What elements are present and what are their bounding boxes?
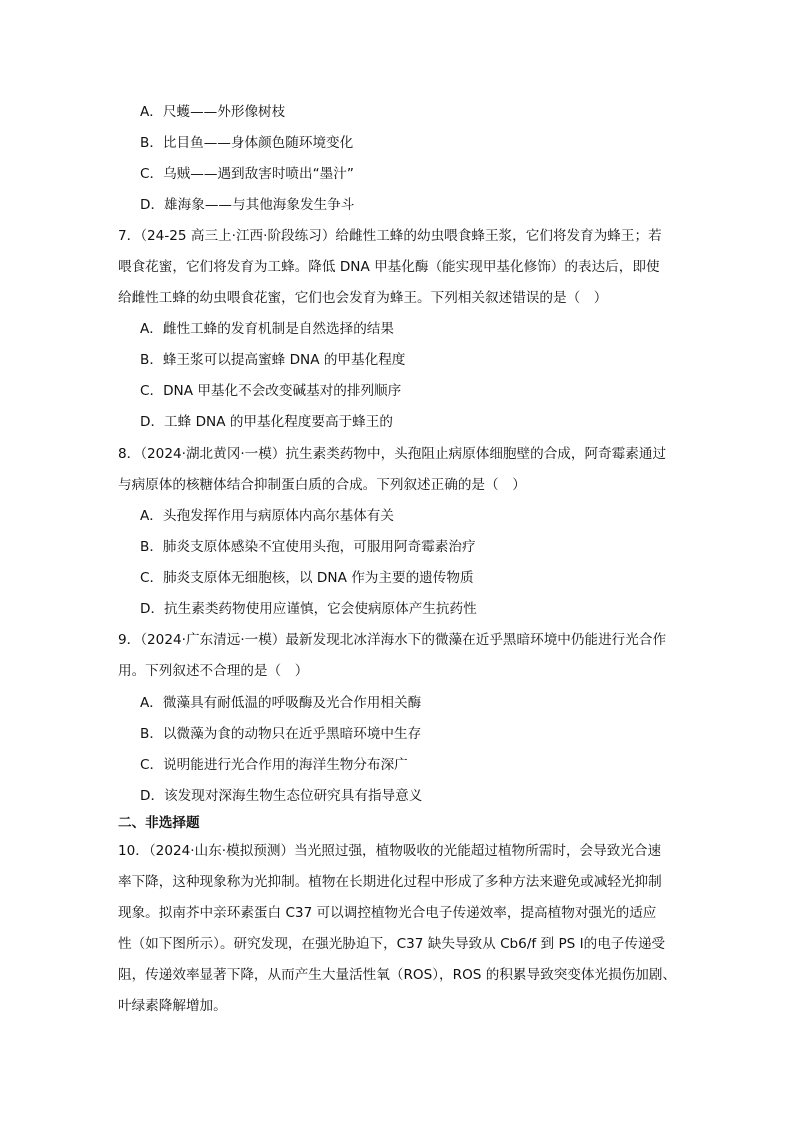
q10-stem-line: 现象。拟南芥中亲环素蛋白 C37 可以调控植物光合电子传递效率，提高植物对强光的适应 [118,905,657,921]
q8-option-d: D．抗生素类药物使用应谨慎，它会使病原体产生抗药性 [140,601,477,617]
q10-stem-line: 率下降，这种现象称为光抑制。植物在长期进化过程中形成了多种方法来避免或减轻光抑制 [118,874,662,890]
q7-stem-line: 7．（24-25 高三上·江西·阶段练习）给雌性工蜂的幼虫喂食蜂王浆，它们将发育为蜂王；若 [118,228,662,244]
q10-stem-line: 10．（2024·山东·模拟预测）当光照过强，植物吸收的光能超过植物所需时，会导致光合速 [118,843,662,859]
q8-stem-line: 与病原体的核糖体结合抑制蛋白质的合成。下列叙述正确的是（ ） [118,477,526,493]
q6-option-b: B．比目鱼——身体颜色随环境变化 [140,135,354,151]
q7-option-c: C．DNA 甲基化不会改变碱基对的排列顺序 [140,383,402,399]
q7-option-b: B．蜂王浆可以提高蜜蜂 DNA 的甲基化程度 [140,352,406,368]
q10-stem-line: 性（如下图所示）。研究发现，在强光胁迫下，C37 缺失导致从 Cb6/f 到 PS Ⅰ的电子传递受 [118,936,666,952]
q6-option-d: D．雄海象——与其他海象发生争斗 [140,197,355,213]
q7-option-d: D．工蜂 DNA 的甲基化程度要高于蜂王的 [140,414,393,430]
q9-stem-line: 9．（2024·广东清远·一模）最新发现北冰洋海水下的微藻在近乎黑暗环境中仍能进行光合作 [118,632,667,648]
q9-option-d: D．该发现对深海生物生态位研究具有指导意义 [140,788,423,804]
section-title: 二、非选择题 [118,815,200,831]
q9-option-b: B．以微藻为食的动物只在近乎黑暗环境中生存 [140,726,422,742]
q8-option-c: C．肺炎支原体无细胞核，以 DNA 作为主要的遗传物质 [140,570,474,586]
q9-option-a: A．微藻具有耐低温的呼吸酶及光合作用相关酶 [140,695,422,711]
q6-option-c: C．乌贼——遇到敌害时喷出“墨汁” [140,166,354,182]
q9-stem-line: 用。下列叙述不合理的是（ ） [118,663,309,679]
q10-stem-line: 阻，传递效率显著下降，从而产生大量活性氧（ROS），ROS 的积累导致突变体光损伤加剧、 [118,967,677,983]
q10-stem-line: 叶绿素降解增加。 [118,998,227,1014]
q7-option-a: A．雌性工蜂的发育机制是自然选择的结果 [140,321,394,337]
q8-option-a: A．头孢发挥作用与病原体内高尔基体有关 [140,508,394,524]
q7-stem-line: 给雌性工蜂的幼虫喂食花蜜，它们也会发育为蜂王。下列相关叙述错误的是（ ） [118,290,608,306]
q6-option-a: A．尺蠖——外形像树枝 [140,104,286,120]
q8-option-b: B．肺炎支原体感染不宜使用头孢，可服用阿奇霉素治疗 [140,539,476,555]
q7-stem-line: 喂食花蜜，它们将发育为工蜂。降低 DNA 甲基化酶（能实现甲基化修饰）的表达后，即使 [118,259,660,275]
q9-option-c: C．说明能进行光合作用的海洋生物分布深广 [140,757,408,773]
q8-stem-line: 8．（2024·湖北黄冈·一模）抗生素类药物中，头孢阻止病原体细胞壁的合成，阿奇霉素通过 [118,446,667,462]
